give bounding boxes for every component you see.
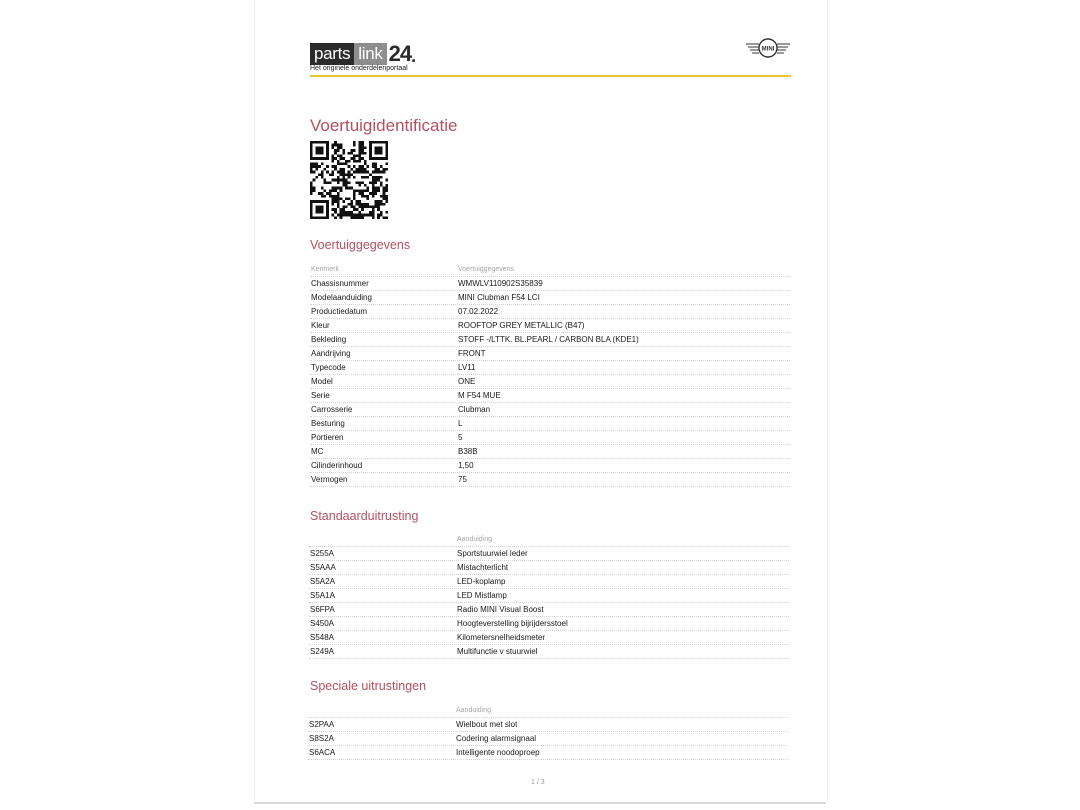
cell-value: Hoogteverstelling bijrijdersstoel — [457, 619, 568, 628]
table-row — [310, 389, 790, 403]
table-row — [309, 561, 789, 575]
cell-value: Clubman — [458, 405, 491, 414]
table-row — [310, 375, 790, 389]
table-row — [310, 347, 790, 361]
section-heading-standard: Standaarduitrusting — [310, 509, 419, 523]
cell-value: B38B — [458, 447, 478, 456]
cell-key: S6FPA — [310, 605, 335, 614]
mini-brand-logo — [746, 38, 790, 58]
table-row — [310, 319, 790, 333]
cell-key: Bekleding — [311, 335, 347, 344]
cell-value: 1,50 — [458, 461, 474, 470]
cell-value: Mistachterlicht — [457, 563, 509, 572]
cell-key: S548A — [310, 633, 335, 642]
table-row — [310, 291, 790, 305]
page-number: 1 / 3 — [531, 779, 545, 786]
column-header-value: Voertuiggegevens — [458, 266, 515, 273]
cell-value: ROOFTOP GREY METALLIC (B47) — [458, 321, 585, 330]
cell-key: Model — [311, 377, 333, 386]
cell-key: S255A — [310, 549, 335, 558]
table-row — [309, 631, 789, 645]
cell-key: Carrosserie — [311, 405, 353, 414]
table-row — [310, 403, 790, 417]
logo-part-link: link — [354, 43, 386, 65]
cell-key: Productiedatum — [311, 307, 368, 316]
table-header — [309, 533, 789, 547]
cell-key: Chassisnummer — [311, 279, 369, 288]
cell-value: LED Mistlamp — [457, 591, 507, 600]
cell-key: Aandrijving — [311, 349, 351, 358]
cell-value: MINI Clubman F54 LCI — [458, 293, 540, 302]
logo-number: 24 — [388, 41, 412, 66]
partslink24-logo — [310, 43, 416, 65]
header-rule — [310, 75, 791, 77]
table-row — [308, 746, 788, 760]
table-row — [309, 547, 789, 561]
vehicle-data-table — [310, 263, 790, 487]
cell-value: 75 — [458, 475, 467, 484]
cell-key: Typecode — [311, 363, 346, 372]
cell-value: Kilometersnelheidsmeter — [457, 633, 546, 642]
cell-value: Wielbout met slot — [456, 720, 518, 729]
cell-key: Besturing — [311, 419, 345, 428]
column-header-code — [308, 704, 456, 717]
cell-key: S2PAA — [309, 720, 335, 729]
standard-equipment-table — [309, 533, 789, 659]
cell-value: 5 — [458, 433, 463, 442]
table-row — [309, 589, 789, 603]
special-equipment-table — [308, 704, 788, 760]
logo-dot: . — [411, 46, 417, 66]
logo-part-parts: parts — [310, 43, 354, 65]
table-row — [310, 445, 790, 459]
column-header-feature: Kenmerk — [311, 266, 340, 273]
table-row — [308, 718, 788, 732]
cell-key: MC — [311, 447, 324, 456]
table-row — [309, 603, 789, 617]
table-row — [310, 333, 790, 347]
cell-value: Intelligente noodoproep — [456, 748, 540, 757]
table-row — [310, 459, 790, 473]
column-header-description: Aanduiding — [457, 536, 493, 543]
cell-key: Cilinderinhoud — [311, 461, 363, 470]
table-row — [310, 277, 790, 291]
cell-value: STOFF -/LTTK. BL.PEARL / CARBON BLA (KDE1) — [458, 335, 639, 344]
cell-key: S6ACA — [309, 748, 336, 757]
cell-value: LV11 — [458, 363, 476, 372]
cell-value: L — [458, 419, 463, 428]
section-heading-special: Speciale uitrustingen — [310, 679, 427, 693]
cell-key: Kleur — [311, 321, 330, 330]
cell-value: 07.02.2022 — [458, 307, 499, 316]
cell-key: S5AAA — [310, 563, 336, 572]
table-row — [310, 305, 790, 319]
table-row — [309, 645, 789, 659]
cell-key: S249A — [310, 647, 335, 656]
cell-value: M F54 MUE — [458, 391, 501, 400]
cell-key: Modelaanduiding — [311, 293, 372, 302]
column-header-description: Aanduiding — [456, 707, 492, 714]
column-header-code — [309, 533, 457, 546]
section-heading-vehicle: Voertuiggegevens — [310, 238, 411, 252]
table-row — [310, 361, 790, 375]
cell-value: Codering alarmsignaal — [456, 734, 537, 743]
cell-key: Serie — [311, 391, 330, 400]
cell-key: Vermogen — [311, 475, 348, 484]
table-header — [308, 704, 788, 718]
table-row — [310, 473, 790, 487]
cell-value: LED-koplamp — [457, 577, 506, 586]
table-row — [310, 431, 790, 445]
cell-key: S8S2A — [309, 734, 334, 743]
logo-tagline: Het originele onderdelenportaal — [310, 65, 408, 72]
table-row — [309, 575, 789, 589]
table-row — [310, 417, 790, 431]
cell-value: WMWLV110902S35839 — [458, 279, 543, 288]
table-header — [310, 263, 790, 277]
cell-value: Radio MINI Visual Boost — [457, 605, 544, 614]
cell-key: S5A1A — [310, 591, 335, 600]
qr-code — [310, 141, 388, 219]
table-row — [308, 732, 788, 746]
cell-value: Sportstuurwiel leder — [457, 549, 528, 558]
table-row — [309, 617, 789, 631]
cell-key: Portieren — [311, 433, 344, 442]
page-edge — [254, 802, 826, 804]
cell-value: Multifunctie v stuurwiel — [457, 647, 538, 656]
page-title: Voertuigidentificatie — [310, 116, 458, 135]
cell-key: S450A — [310, 619, 335, 628]
cell-key: S5A2A — [310, 577, 335, 586]
brand-text: MINI — [761, 46, 775, 53]
cell-value: FRONT — [458, 349, 486, 358]
cell-value: ONE — [458, 377, 476, 386]
